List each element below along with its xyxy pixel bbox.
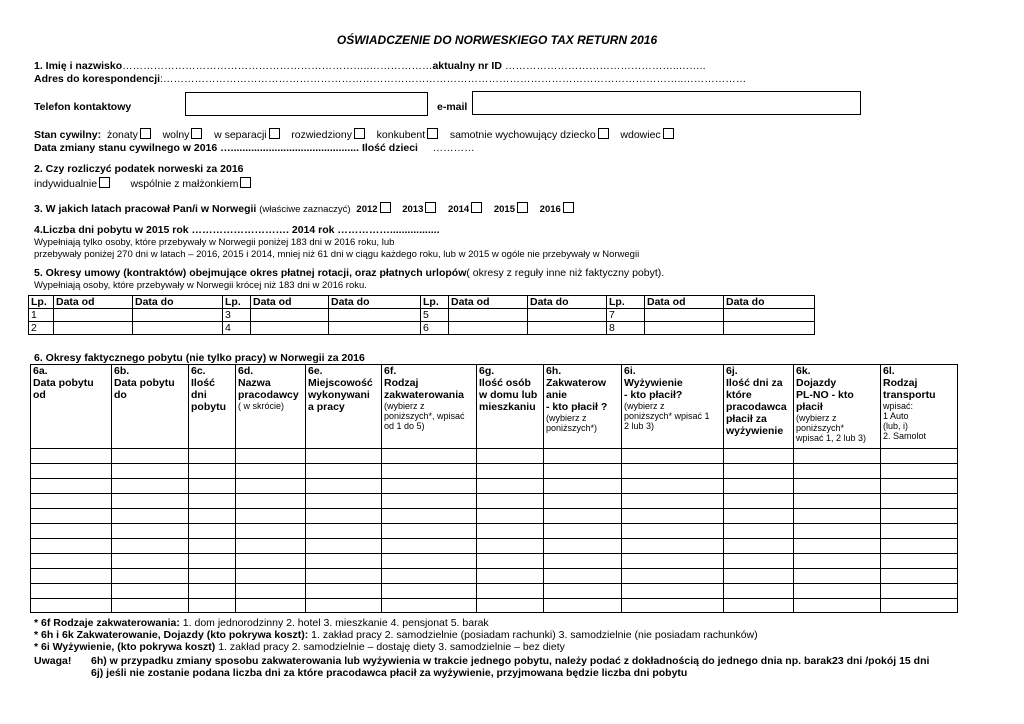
column-header <box>724 365 794 449</box>
warning-label: Uwaga! <box>34 655 72 667</box>
column-header <box>236 365 306 449</box>
table-cell[interactable] <box>236 479 306 494</box>
lp-header: Lp. <box>29 296 54 309</box>
table-cell[interactable] <box>622 449 724 464</box>
date-to-cell[interactable] <box>528 322 607 335</box>
column-header <box>622 365 724 449</box>
table-cell[interactable] <box>31 479 112 494</box>
table-cell[interactable] <box>382 584 477 599</box>
table-cell[interactable] <box>112 554 189 569</box>
civil-option-widower: wdowiec <box>620 129 661 141</box>
year-2012: 2012 <box>356 204 378 215</box>
table-cell[interactable] <box>236 494 306 509</box>
table-row <box>31 494 958 509</box>
table-cell[interactable] <box>794 599 881 613</box>
table-cell[interactable] <box>477 479 544 494</box>
table-cell[interactable] <box>306 449 382 464</box>
table-cell[interactable] <box>382 449 477 464</box>
phone-label: Telefon kontaktowy <box>34 101 132 113</box>
column-header-title: 6l. Rodzaj transportu <box>883 365 936 401</box>
table-cell[interactable] <box>724 479 794 494</box>
lp-header: Lp. <box>421 296 449 309</box>
table-cell[interactable] <box>544 569 622 584</box>
table-cell[interactable] <box>724 449 794 464</box>
id-dots[interactable]: …………………………………………..…….. <box>504 60 706 72</box>
table-cell[interactable] <box>622 569 724 584</box>
table-cell[interactable] <box>189 449 236 464</box>
table-cell[interactable] <box>477 539 544 554</box>
table-cell[interactable] <box>382 479 477 494</box>
table-cell[interactable] <box>622 599 724 613</box>
table-cell[interactable] <box>31 554 112 569</box>
table-cell[interactable] <box>622 464 724 479</box>
table-cell[interactable] <box>622 479 724 494</box>
table-cell[interactable] <box>382 509 477 524</box>
separated-checkbox[interactable] <box>269 128 280 139</box>
s4-note2: przebywały poniżej 270 dni w latach – 2016, 2015 i 2014, mniej niż 61 dni w ciągu każdego roku, lub w 2015 w ogóle nie przebywały w Norwegii <box>34 249 640 260</box>
year-2012-checkbox[interactable] <box>380 202 391 213</box>
civil-status-label: Stan cywilny: <box>34 129 102 141</box>
table-cell[interactable] <box>306 599 382 613</box>
table-cell[interactable] <box>724 599 794 613</box>
table-cell[interactable] <box>306 509 382 524</box>
date-to-cell[interactable] <box>329 322 421 335</box>
date-from-cell[interactable] <box>251 322 329 335</box>
table-cell[interactable] <box>236 569 306 584</box>
table-cell[interactable] <box>794 569 881 584</box>
row-number: 8 <box>607 322 645 335</box>
table-cell[interactable] <box>31 449 112 464</box>
table-cell[interactable] <box>544 509 622 524</box>
divorced-checkbox[interactable] <box>354 128 365 139</box>
column-header <box>881 365 958 449</box>
column-header-title: 6g. Ilość osób w domu lub mieszkaniu <box>479 365 538 413</box>
children-label: Ilość dzieci <box>361 142 418 154</box>
column-header-title: 6k. Dojazdy PL-NO - kto płacił <box>796 365 854 413</box>
table-cell[interactable] <box>794 494 881 509</box>
footer-line-2 <box>34 629 758 641</box>
widower-checkbox[interactable] <box>663 128 674 139</box>
table-row <box>31 599 958 613</box>
table-cell[interactable] <box>794 554 881 569</box>
footer-line-1 <box>34 617 489 629</box>
table-cell[interactable] <box>382 524 477 539</box>
civil-option-single-parent: samotnie wychowujący dziecko <box>449 129 596 141</box>
table-cell[interactable] <box>724 509 794 524</box>
civil-date-change[interactable]: Data zmiany stanu cywilnego w 2016 …............................................ <box>34 142 360 154</box>
s3-title: 3. W jakich latach pracował Pan/i w Norwegii <box>34 203 257 215</box>
footer-food-title: * 6i Wyżywienie, (kto pokrywa koszt) <box>34 641 216 653</box>
column-header-title: 6e. Miejscowość wykonywani a pracy <box>308 365 373 413</box>
column-header <box>477 365 544 449</box>
table-cell[interactable] <box>236 554 306 569</box>
civil-option-separated: w separacji <box>214 129 267 141</box>
table-cell[interactable] <box>622 584 724 599</box>
date-from-cell[interactable] <box>54 309 133 322</box>
table-cell[interactable] <box>112 539 189 554</box>
table-cell[interactable] <box>622 554 724 569</box>
table-cell[interactable] <box>622 539 724 554</box>
table-cell[interactable] <box>477 599 544 613</box>
table-cell[interactable] <box>189 509 236 524</box>
year-2015-checkbox[interactable] <box>517 202 528 213</box>
table-cell[interactable] <box>236 524 306 539</box>
row-number: 3 <box>223 309 251 322</box>
footer-costs-title: * 6h i 6k Zakwaterowanie, Dojazdy (kto pokrywa koszt): <box>34 629 309 641</box>
table-cell[interactable] <box>477 524 544 539</box>
table-cell[interactable] <box>112 494 189 509</box>
table-cell[interactable] <box>112 479 189 494</box>
table-cell[interactable] <box>306 569 382 584</box>
table-cell[interactable] <box>794 524 881 539</box>
table-cell[interactable] <box>31 569 112 584</box>
civil-option-divorced: rozwiedziony <box>291 129 352 141</box>
s4-note1: Wypełniają tylko osoby, które przebywały w Norwegii poniżej 183 dni w 2016 roku, lub <box>34 237 395 248</box>
column-header-note: (wybierz z poniższych*, wpisać od 1 do 5) <box>384 401 465 431</box>
table-cell[interactable] <box>544 479 622 494</box>
table-cell[interactable] <box>382 464 477 479</box>
table-cell[interactable] <box>189 599 236 613</box>
date-from-cell[interactable] <box>645 322 724 335</box>
date-from-header: Data od <box>54 296 133 309</box>
table-cell[interactable] <box>306 554 382 569</box>
table-cell[interactable] <box>881 479 958 494</box>
married-checkbox[interactable] <box>140 128 151 139</box>
table-cell[interactable] <box>622 524 724 539</box>
s6-title: 6. Okresy faktycznego pobytu (nie tylko pracy) w Norwegii za 2016 <box>34 352 365 364</box>
individual-checkbox[interactable] <box>99 177 110 188</box>
table-row <box>31 584 958 599</box>
table-cell[interactable] <box>881 524 958 539</box>
table-cell[interactable] <box>794 449 881 464</box>
table-cell[interactable] <box>544 539 622 554</box>
table-cell[interactable] <box>306 464 382 479</box>
table-cell[interactable] <box>544 494 622 509</box>
date-from-header: Data od <box>251 296 329 309</box>
table-cell[interactable] <box>622 494 724 509</box>
column-header-title: 6f. Rodzaj zakwaterowania <box>384 365 464 401</box>
table-cell[interactable] <box>189 524 236 539</box>
table-cell[interactable] <box>724 494 794 509</box>
individual-label: indywidualnie <box>34 178 98 190</box>
table-cell[interactable] <box>724 584 794 599</box>
table-cell[interactable] <box>236 464 306 479</box>
date-from-cell[interactable] <box>449 322 528 335</box>
table-cell[interactable] <box>477 449 544 464</box>
table-cell[interactable] <box>477 554 544 569</box>
stay-periods-table <box>30 364 958 613</box>
joint-label: wspólnie z małżonkiem <box>130 178 239 190</box>
table-cell[interactable] <box>31 509 112 524</box>
column-header <box>112 365 189 449</box>
table-cell[interactable] <box>306 479 382 494</box>
footer-accommodation-list: 1. dom jednorodzinny 2. hotel 3. mieszkanie 4. pensjonat 5. barak <box>179 617 489 629</box>
table-cell[interactable] <box>881 584 958 599</box>
table-cell[interactable] <box>382 599 477 613</box>
name-label: 1. Imię i nazwisko <box>34 60 123 72</box>
table-cell[interactable] <box>189 479 236 494</box>
column-header <box>544 365 622 449</box>
table-cell[interactable] <box>306 494 382 509</box>
column-header-note: wpisać: 1 Auto (lub, i) 2. Samolot <box>883 401 927 441</box>
partner-checkbox[interactable] <box>427 128 438 139</box>
column-header <box>189 365 236 449</box>
civil-status-row <box>34 128 674 141</box>
table-cell[interactable] <box>724 554 794 569</box>
table-row <box>29 322 815 335</box>
civil-option-married: żonaty <box>106 129 138 141</box>
column-header-title: 6b. Data pobytu do <box>114 365 175 401</box>
row-number: 6 <box>421 322 449 335</box>
s2-title: 2. Czy rozliczyć podatek norweski za 2016 <box>34 163 244 175</box>
footer-line-3 <box>34 641 565 653</box>
address-input[interactable]: :…………………………………………………………………………………………………………………………………..……………… <box>160 73 747 85</box>
name-input[interactable]: ……………………………………………………………..……………… <box>122 60 433 72</box>
date-to-cell[interactable] <box>724 322 815 335</box>
table-cell[interactable] <box>544 554 622 569</box>
table-cell[interactable] <box>112 464 189 479</box>
table-cell[interactable] <box>544 464 622 479</box>
table-cell[interactable] <box>881 599 958 613</box>
column-header-title: 6h. Zakwaterow anie - kto płacił ? <box>546 365 608 413</box>
table-cell[interactable] <box>477 494 544 509</box>
table-cell[interactable] <box>112 449 189 464</box>
column-header-note: (wybierz z poniższych* wpisać 1 2 lub 3) <box>624 401 710 431</box>
table-header-row <box>31 365 958 449</box>
table-cell[interactable] <box>544 584 622 599</box>
contract-periods-table <box>28 295 815 335</box>
column-header <box>306 365 382 449</box>
row-number: 7 <box>607 309 645 322</box>
table-row <box>31 509 958 524</box>
table-cell[interactable] <box>724 464 794 479</box>
column-header-title: 6a. Data pobytu od <box>33 365 94 401</box>
year-2013-checkbox[interactable] <box>425 202 436 213</box>
table-row <box>29 309 815 322</box>
joint-checkbox[interactable] <box>240 177 251 188</box>
table-cell[interactable] <box>236 449 306 464</box>
year-2013: 2013 <box>402 204 424 215</box>
address-row <box>34 73 746 85</box>
table-cell[interactable] <box>189 494 236 509</box>
table-cell[interactable] <box>881 449 958 464</box>
civil-option-single: wolny <box>162 129 190 141</box>
table-cell[interactable] <box>794 539 881 554</box>
table-row <box>31 479 958 494</box>
table-cell[interactable] <box>881 494 958 509</box>
civil-date-row <box>34 142 475 154</box>
date-from-header: Data od <box>645 296 724 309</box>
table-cell[interactable] <box>112 599 189 613</box>
table-cell[interactable] <box>236 509 306 524</box>
page-title: OŚWIADCZENIE DO NORWESKIEGO TAX RETURN 2016 <box>336 33 658 47</box>
date-to-cell[interactable] <box>133 322 223 335</box>
year-2015: 2015 <box>493 204 515 215</box>
footer-food-list: 1. zakład pracy 2. samodzielnie – dostaję diety 3. samodzielnie – bez diety <box>215 641 565 653</box>
column-header <box>794 365 881 449</box>
email-input[interactable] <box>472 91 861 115</box>
table-cell[interactable] <box>31 584 112 599</box>
date-to-header: Data do <box>133 296 223 309</box>
date-to-cell[interactable] <box>528 309 607 322</box>
table-row <box>31 569 958 584</box>
column-header-title: 6i. Wyżywienie - kto płacił? <box>624 365 683 401</box>
warning-note-2: 6j) jeśli nie zostanie podana liczba dni za które pracodawca płacił za wyżywienie, przyjmowana będzie liczba dni pobytu <box>91 667 688 679</box>
table-cell[interactable] <box>477 569 544 584</box>
table-cell[interactable] <box>881 569 958 584</box>
table-row <box>31 449 958 464</box>
column-header-note: (wybierz z poniższych*) <box>546 413 598 433</box>
table-cell[interactable] <box>382 539 477 554</box>
table-cell[interactable] <box>794 479 881 494</box>
date-to-cell[interactable] <box>133 309 223 322</box>
civil-option-partner: konkubent <box>376 129 426 141</box>
date-to-header: Data do <box>724 296 815 309</box>
table-cell[interactable] <box>477 464 544 479</box>
table-cell[interactable] <box>189 464 236 479</box>
warning-note-1: 6h) w przypadku zmiany sposobu zakwaterowania lub wyżywienia w trakcie jednego pobytu, należy podać z dokładnością do jednego dnia np. barak23 dni /pokój 15 dni <box>91 655 930 667</box>
table-cell[interactable] <box>382 569 477 584</box>
table-cell[interactable] <box>31 494 112 509</box>
table-cell[interactable] <box>794 584 881 599</box>
date-from-header: Data od <box>449 296 528 309</box>
footer-accommodation-title: * 6f Rodzaje zakwaterowania: <box>34 617 180 629</box>
id-label: aktualny nr ID <box>432 60 502 72</box>
lp-header: Lp. <box>607 296 645 309</box>
table-cell[interactable] <box>236 539 306 554</box>
date-from-cell[interactable] <box>449 309 528 322</box>
column-header <box>382 365 477 449</box>
table-cell[interactable] <box>189 554 236 569</box>
table-cell[interactable] <box>112 509 189 524</box>
table-cell[interactable] <box>724 539 794 554</box>
table-cell[interactable] <box>306 524 382 539</box>
table-cell[interactable] <box>382 494 477 509</box>
table-cell[interactable] <box>306 584 382 599</box>
table-cell[interactable] <box>306 539 382 554</box>
row-number: 5 <box>421 309 449 322</box>
table-cell[interactable] <box>189 539 236 554</box>
table-cell[interactable] <box>544 524 622 539</box>
table-cell[interactable] <box>881 464 958 479</box>
single-checkbox[interactable] <box>191 128 202 139</box>
table-cell[interactable] <box>189 569 236 584</box>
s5-title: 5. Okresy umowy (kontraktów) obejmujące okres płatnej rotacji, oraz płatnych urlopów <box>34 267 467 279</box>
row-number: 2 <box>29 322 54 335</box>
year-2016: 2016 <box>539 204 561 215</box>
date-to-cell[interactable] <box>724 309 815 322</box>
column-header-title: 6d. Nazwa pracodawcy <box>238 365 299 401</box>
table-cell[interactable] <box>112 584 189 599</box>
table-cell[interactable] <box>236 584 306 599</box>
table-cell[interactable] <box>477 509 544 524</box>
table-cell[interactable] <box>724 524 794 539</box>
table-cell[interactable] <box>236 599 306 613</box>
s2-options <box>34 177 251 190</box>
column-header-note: ( w skrócie) <box>238 401 285 411</box>
column-header-title: 6j. Ilość dni za które pracodawca płacił za wyżywienie <box>726 365 787 437</box>
table-row <box>31 554 958 569</box>
s4-title[interactable]: 4.Liczba dni pobytu w 2015 rok ………………………. 2014 rok ……………................. <box>34 224 440 236</box>
email-label: e-mail <box>437 101 468 113</box>
column-header <box>31 365 112 449</box>
column-header-note: (wybierz z poniższych* wpisać 1, 2 lub 3) <box>796 413 867 443</box>
s3-note: (właściwe zaznaczyć) <box>259 204 351 215</box>
name-row <box>34 60 706 72</box>
row-number: 1 <box>29 309 54 322</box>
date-from-cell[interactable] <box>251 309 329 322</box>
date-to-cell[interactable] <box>329 309 421 322</box>
table-cell[interactable] <box>544 599 622 613</box>
table-cell[interactable] <box>112 569 189 584</box>
children-input[interactable]: ………… <box>432 142 475 154</box>
lp-header: Lp. <box>223 296 251 309</box>
s3-row <box>34 202 574 215</box>
row-number: 4 <box>223 322 251 335</box>
table-row <box>31 539 958 554</box>
date-from-cell[interactable] <box>645 309 724 322</box>
table-row <box>31 464 958 479</box>
table-cell[interactable] <box>544 449 622 464</box>
date-from-cell[interactable] <box>54 322 133 335</box>
table-cell[interactable] <box>881 554 958 569</box>
table-cell[interactable] <box>881 509 958 524</box>
column-header-title: 6c. Ilość dni pobytu <box>191 365 226 413</box>
table-cell[interactable] <box>794 509 881 524</box>
year-2016-checkbox[interactable] <box>563 202 574 213</box>
date-to-header: Data do <box>528 296 607 309</box>
table-cell[interactable] <box>382 554 477 569</box>
table-cell[interactable] <box>31 599 112 613</box>
table-cell[interactable] <box>31 524 112 539</box>
table-cell[interactable] <box>31 464 112 479</box>
footer-costs-list: 1. zakład pracy 2. samodzielnie (posiadam rachunki) 3. samodzielnie (nie posiadam rachunków) <box>308 629 758 641</box>
year-2014-checkbox[interactable] <box>471 202 482 213</box>
s5-note: Wypełniają osoby, które przebywały w Norwegii krócej niż 183 dni w 2016 roku. <box>34 280 367 291</box>
table-cell[interactable] <box>477 584 544 599</box>
date-to-header: Data do <box>329 296 421 309</box>
s5-title-note: ( okresy z reguły inne niż faktyczny pobyt). <box>466 267 665 279</box>
table-cell[interactable] <box>622 509 724 524</box>
table-cell[interactable] <box>881 539 958 554</box>
table-header-row <box>29 296 815 309</box>
table-row <box>31 524 958 539</box>
table-cell[interactable] <box>724 569 794 584</box>
phone-input[interactable] <box>185 92 428 116</box>
single-parent-checkbox[interactable] <box>598 128 609 139</box>
s5-title-row <box>34 267 664 279</box>
table-cell[interactable] <box>189 584 236 599</box>
address-label: Adres do korespondencji <box>34 73 161 85</box>
table-cell[interactable] <box>31 539 112 554</box>
table-cell[interactable] <box>794 464 881 479</box>
year-2014: 2014 <box>448 204 470 215</box>
table-cell[interactable] <box>112 524 189 539</box>
